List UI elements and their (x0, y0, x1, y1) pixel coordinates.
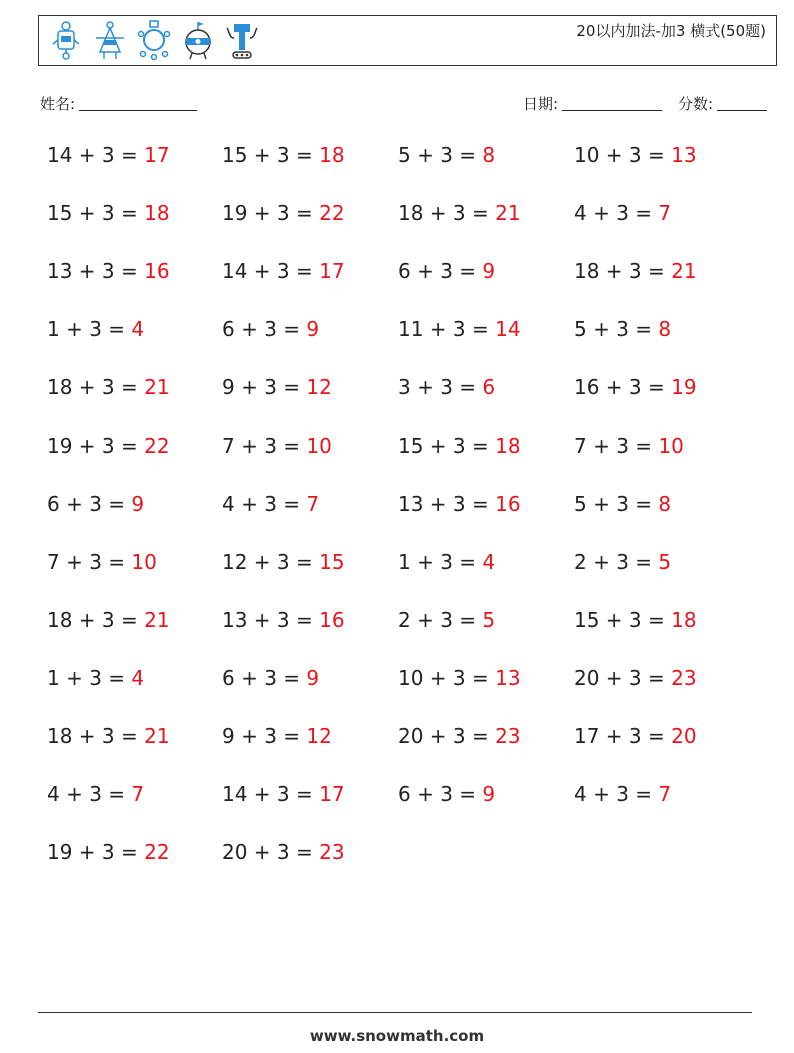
worksheet-title: 20以内加法-加3 横式(50题) (576, 22, 766, 40)
score-blank-line[interactable] (717, 95, 767, 111)
footer-divider (38, 1012, 752, 1013)
robot-4-icon (181, 20, 215, 62)
robot-1-icon (49, 20, 83, 62)
problem-question: 5 + 3 = (574, 317, 659, 341)
problem-item (47, 550, 157, 574)
problem-answer: 22 (144, 434, 170, 458)
problem-answer: 21 (144, 724, 170, 748)
problem-item (398, 608, 495, 632)
problem-item (47, 840, 170, 864)
problem-answer: 9 (306, 317, 320, 341)
problem-item (47, 724, 170, 748)
problem-answer: 21 (144, 375, 170, 399)
problem-question: 19 + 3 = (47, 434, 145, 458)
problem-answer: 12 (306, 724, 332, 748)
problem-item (574, 492, 671, 516)
problem-question: 14 + 3 = (47, 143, 145, 167)
problem-item (398, 143, 495, 167)
problem-item (47, 143, 170, 167)
problem-item (574, 317, 671, 341)
problem-item (398, 724, 521, 748)
problem-question: 6 + 3 = (398, 782, 483, 806)
problem-question: 18 + 3 = (47, 724, 145, 748)
problem-answer: 16 (319, 608, 345, 632)
problem-question: 14 + 3 = (222, 782, 320, 806)
robot-5-icon (225, 20, 259, 62)
problem-item (222, 492, 319, 516)
problem-answer: 7 (131, 782, 145, 806)
problem-answer: 18 (495, 434, 521, 458)
problem-question: 4 + 3 = (574, 782, 659, 806)
problem-item (222, 434, 332, 458)
problem-item (574, 724, 697, 748)
problem-item (222, 608, 345, 632)
problem-question: 14 + 3 = (222, 259, 320, 283)
problem-question: 4 + 3 = (574, 201, 659, 225)
problem-question: 4 + 3 = (47, 782, 132, 806)
problem-answer: 13 (495, 666, 521, 690)
problem-question: 9 + 3 = (222, 724, 307, 748)
problem-answer: 16 (144, 259, 170, 283)
problem-answer: 7 (306, 492, 320, 516)
problem-question: 1 + 3 = (398, 550, 483, 574)
problem-item (398, 492, 521, 516)
problem-answer: 22 (319, 201, 345, 225)
problem-question: 7 + 3 = (222, 434, 307, 458)
problem-item (574, 434, 684, 458)
problem-answer: 4 (131, 666, 145, 690)
robot-icons (49, 20, 259, 62)
name-blank-line[interactable] (79, 95, 197, 111)
problem-question: 9 + 3 = (222, 375, 307, 399)
problem-answer: 20 (671, 724, 697, 748)
problem-question: 15 + 3 = (398, 434, 496, 458)
problem-item (398, 375, 495, 399)
problem-answer: 7 (658, 782, 672, 806)
problem-question: 20 + 3 = (398, 724, 496, 748)
problem-item (222, 375, 332, 399)
problem-answer: 5 (482, 608, 496, 632)
problem-item (398, 666, 521, 690)
problem-answer: 17 (319, 782, 345, 806)
problem-item (222, 724, 332, 748)
problem-question: 10 + 3 = (398, 666, 496, 690)
problem-item (574, 201, 671, 225)
problem-question: 1 + 3 = (47, 666, 132, 690)
problem-question: 13 + 3 = (398, 492, 496, 516)
problem-item (398, 550, 495, 574)
problem-question: 20 + 3 = (222, 840, 320, 864)
problem-answer: 10 (306, 434, 332, 458)
date-blank-line[interactable] (562, 95, 662, 111)
problem-question: 20 + 3 = (574, 666, 672, 690)
problem-answer: 21 (671, 259, 697, 283)
problem-question: 4 + 3 = (222, 492, 307, 516)
problem-question: 19 + 3 = (47, 840, 145, 864)
problem-answer: 18 (319, 143, 345, 167)
problem-answer: 8 (482, 143, 496, 167)
problem-item (574, 608, 697, 632)
problem-answer: 17 (319, 259, 345, 283)
problem-item (222, 840, 345, 864)
problem-item (574, 375, 697, 399)
problem-answer: 4 (482, 550, 496, 574)
problem-question: 6 + 3 = (222, 666, 307, 690)
problem-item (398, 317, 521, 341)
score-field[interactable] (678, 93, 767, 114)
problem-question: 15 + 3 = (47, 201, 145, 225)
problem-answer: 9 (482, 259, 496, 283)
problem-item (222, 666, 319, 690)
problem-question: 5 + 3 = (398, 143, 483, 167)
problem-question: 13 + 3 = (47, 259, 145, 283)
problem-question: 18 + 3 = (47, 375, 145, 399)
problem-answer: 12 (306, 375, 332, 399)
problem-question: 6 + 3 = (222, 317, 307, 341)
problem-item (574, 259, 697, 283)
problem-answer: 8 (658, 317, 672, 341)
problem-answer: 9 (482, 782, 496, 806)
problem-item (47, 375, 170, 399)
problem-question: 17 + 3 = (574, 724, 672, 748)
problem-question: 7 + 3 = (574, 434, 659, 458)
problem-answer: 6 (482, 375, 496, 399)
problem-answer: 9 (306, 666, 320, 690)
date-field[interactable] (523, 93, 662, 114)
problem-item (222, 550, 345, 574)
problem-question: 7 + 3 = (47, 550, 132, 574)
problem-item (222, 143, 345, 167)
problem-question: 18 + 3 = (398, 201, 496, 225)
problem-question: 3 + 3 = (398, 375, 483, 399)
name-label: 姓名: (40, 95, 76, 113)
problem-answer: 22 (144, 840, 170, 864)
problem-item (47, 259, 170, 283)
problem-item (222, 201, 345, 225)
problem-answer: 9 (131, 492, 145, 516)
problem-answer: 23 (671, 666, 697, 690)
problem-answer: 4 (131, 317, 145, 341)
problem-item (574, 666, 697, 690)
problem-item (222, 259, 345, 283)
score-label: 分数: (678, 95, 714, 113)
problem-item (574, 782, 671, 806)
problem-question: 10 + 3 = (574, 143, 672, 167)
problem-answer: 10 (131, 550, 157, 574)
problem-item (398, 782, 495, 806)
problem-question: 18 + 3 = (47, 608, 145, 632)
robot-2-icon (93, 20, 127, 62)
problem-item (47, 434, 170, 458)
problem-answer: 21 (495, 201, 521, 225)
problem-answer: 5 (658, 550, 672, 574)
problem-item (398, 434, 521, 458)
problem-answer: 8 (658, 492, 672, 516)
name-field[interactable] (40, 93, 197, 114)
date-label: 日期: (523, 95, 559, 113)
problem-answer: 18 (144, 201, 170, 225)
footer-url: www.snowmath.com (309, 1027, 485, 1045)
problem-answer: 15 (319, 550, 345, 574)
problem-answer: 14 (495, 317, 521, 341)
header-box (38, 15, 777, 66)
problem-question: 15 + 3 = (222, 143, 320, 167)
problem-item (222, 782, 345, 806)
problem-question: 6 + 3 = (398, 259, 483, 283)
problem-answer: 23 (319, 840, 345, 864)
robot-3-icon (137, 20, 171, 62)
problem-answer: 18 (671, 608, 697, 632)
problem-question: 16 + 3 = (574, 375, 672, 399)
problem-item (47, 201, 170, 225)
problem-item (222, 317, 319, 341)
problem-question: 5 + 3 = (574, 492, 659, 516)
problem-question: 12 + 3 = (222, 550, 320, 574)
problem-question: 6 + 3 = (47, 492, 132, 516)
problem-item (398, 259, 495, 283)
problem-answer: 21 (144, 608, 170, 632)
problem-answer: 13 (671, 143, 697, 167)
problem-question: 13 + 3 = (222, 608, 320, 632)
problem-question: 19 + 3 = (222, 201, 320, 225)
problem-item (398, 201, 521, 225)
problem-question: 2 + 3 = (574, 550, 659, 574)
problem-question: 1 + 3 = (47, 317, 132, 341)
problem-question: 15 + 3 = (574, 608, 672, 632)
problem-item (47, 666, 144, 690)
problem-item (47, 317, 144, 341)
problem-item (47, 782, 144, 806)
problem-answer: 7 (658, 201, 672, 225)
problem-answer: 10 (658, 434, 684, 458)
problem-answer: 17 (144, 143, 170, 167)
problem-item (574, 550, 671, 574)
problem-answer: 23 (495, 724, 521, 748)
problem-item (47, 492, 144, 516)
problem-question: 18 + 3 = (574, 259, 672, 283)
problem-question: 11 + 3 = (398, 317, 496, 341)
problem-answer: 19 (671, 375, 697, 399)
problem-item (574, 143, 697, 167)
problem-item (47, 608, 170, 632)
problem-question: 2 + 3 = (398, 608, 483, 632)
problem-answer: 16 (495, 492, 521, 516)
